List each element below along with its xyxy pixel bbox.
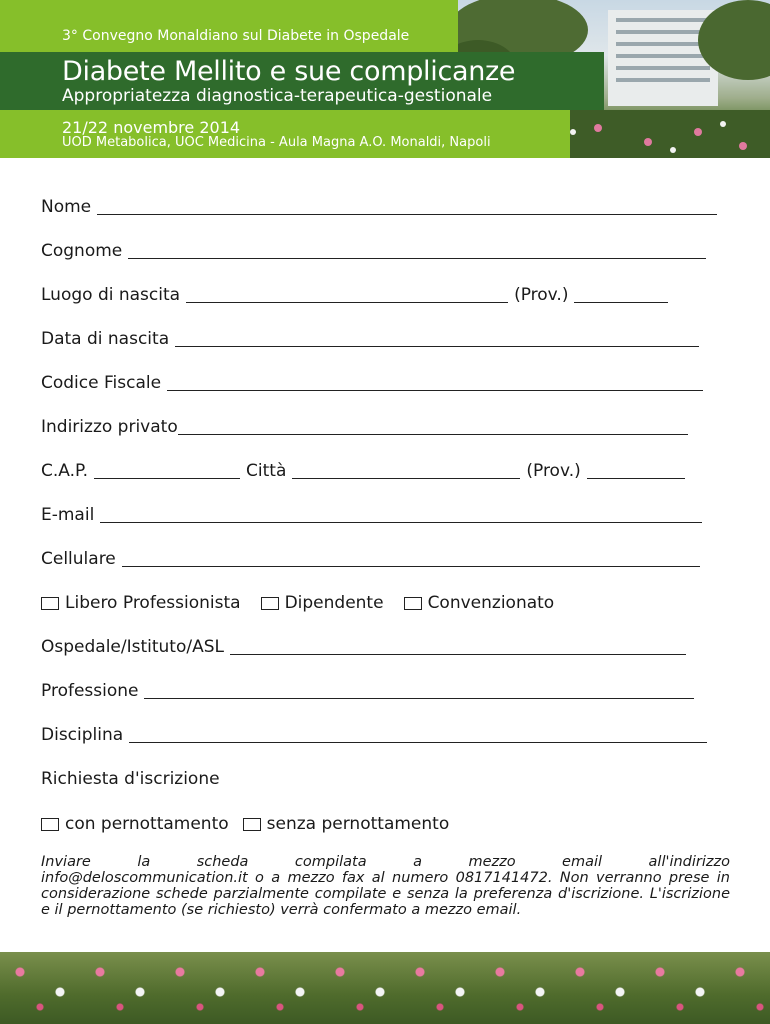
checkbox-con-pernottamento[interactable] bbox=[41, 818, 59, 831]
option-convenzionato[interactable] bbox=[404, 593, 555, 613]
cellulare-label: Cellulare bbox=[41, 549, 116, 569]
checkbox-convenzionato[interactable] bbox=[404, 597, 422, 610]
option-dipendente[interactable] bbox=[261, 593, 384, 613]
event-title: Diabete Mellito e sue complicanze bbox=[62, 56, 516, 87]
header-banner bbox=[0, 0, 770, 158]
prov-label: (Prov.) bbox=[514, 285, 569, 305]
instructions-line-1: Inviare la scheda compilata a mezzo email all'indirizzo bbox=[41, 854, 730, 870]
convenzionato-label: Convenzionato bbox=[427, 593, 555, 613]
stay-options bbox=[41, 812, 469, 836]
prov-line[interactable] bbox=[574, 302, 668, 303]
field-ospedale[interactable] bbox=[41, 636, 686, 660]
field-disciplina[interactable] bbox=[41, 724, 707, 748]
field-luogo-nascita[interactable] bbox=[41, 284, 668, 308]
cognome-label: Cognome bbox=[41, 241, 123, 261]
field-cognome[interactable] bbox=[41, 240, 706, 264]
checkbox-libero-professionista[interactable] bbox=[41, 597, 59, 610]
checkbox-dipendente[interactable] bbox=[261, 597, 279, 610]
dipendente-label: Dipendente bbox=[284, 593, 384, 613]
option-senza-pernottamento[interactable] bbox=[243, 814, 450, 834]
event-dates: 21/22 novembre 2014 bbox=[62, 118, 241, 137]
cognome-line[interactable] bbox=[128, 258, 706, 259]
libero-professionista-label: Libero Professionista bbox=[65, 593, 241, 613]
indirizzo-label: Indirizzo privato bbox=[41, 417, 178, 437]
ospedale-line[interactable] bbox=[230, 654, 686, 655]
checkbox-senza-pernottamento[interactable] bbox=[243, 818, 261, 831]
disciplina-label: Disciplina bbox=[41, 725, 124, 745]
field-professione[interactable] bbox=[41, 680, 694, 704]
header-band-top bbox=[0, 0, 458, 52]
codice-fiscale-label: Codice Fiscale bbox=[41, 373, 162, 393]
codice-fiscale-line[interactable] bbox=[167, 390, 703, 391]
con-pernottamento-label: con pernottamento bbox=[65, 814, 229, 834]
prov-label-2: (Prov.) bbox=[526, 461, 581, 481]
flowers-footer-image bbox=[0, 952, 770, 1024]
field-cellulare[interactable] bbox=[41, 548, 700, 572]
cap-line[interactable] bbox=[94, 478, 240, 479]
event-subtitle: Appropriatezza diagnostica-terapeutica-gestionale bbox=[62, 86, 493, 106]
ospedale-label: Ospedale/Istituto/ASL bbox=[41, 637, 224, 657]
luogo-nascita-line[interactable] bbox=[186, 302, 508, 303]
senza-pernottamento-label: senza pernottamento bbox=[266, 814, 450, 834]
option-con-pernottamento[interactable] bbox=[41, 814, 229, 834]
field-nome[interactable] bbox=[41, 196, 717, 220]
option-libero-professionista[interactable] bbox=[41, 593, 241, 613]
prov-line-2[interactable] bbox=[587, 478, 685, 479]
field-cap-citta[interactable] bbox=[41, 460, 685, 484]
field-data-nascita[interactable] bbox=[41, 328, 699, 352]
field-indirizzo[interactable] bbox=[41, 416, 688, 440]
professione-label: Professione bbox=[41, 681, 139, 701]
data-nascita-line[interactable] bbox=[175, 346, 699, 347]
nome-line[interactable] bbox=[97, 214, 717, 215]
email-label: E-mail bbox=[41, 505, 95, 525]
convegno-label: 3° Convegno Monaldiano sul Diabete in Ospedale bbox=[62, 28, 410, 44]
luogo-nascita-label: Luogo di nascita bbox=[41, 285, 181, 305]
professional-status-options bbox=[41, 591, 574, 615]
citta-label: Città bbox=[246, 461, 287, 481]
richiesta-label: Richiesta d'iscrizione bbox=[41, 769, 220, 789]
professione-line[interactable] bbox=[144, 698, 694, 699]
citta-line[interactable] bbox=[292, 478, 520, 479]
cellulare-line[interactable] bbox=[122, 566, 700, 567]
disciplina-line[interactable] bbox=[129, 742, 707, 743]
submission-instructions bbox=[41, 854, 730, 918]
field-email[interactable] bbox=[41, 504, 702, 528]
cap-label: C.A.P. bbox=[41, 461, 89, 481]
data-nascita-label: Data di nascita bbox=[41, 329, 170, 349]
field-codice-fiscale[interactable] bbox=[41, 372, 703, 396]
richiesta-iscrizione-heading bbox=[41, 768, 220, 792]
event-venue: UOD Metabolica, UOC Medicina - Aula Magna A.O. Monaldi, Napoli bbox=[62, 135, 491, 150]
instructions-rest: info@deloscommunication.it o a mezzo fax al numero 0817141472. Non verranno prese in considerazione schede parzialmente compilate e senza la preferenza d'iscrizione. L'iscrizione e il pernottamento (se richiesto) verrà confermato a mezzo email. bbox=[41, 870, 730, 918]
email-line[interactable] bbox=[100, 522, 702, 523]
nome-label: Nome bbox=[41, 197, 92, 217]
indirizzo-line[interactable] bbox=[178, 434, 688, 435]
